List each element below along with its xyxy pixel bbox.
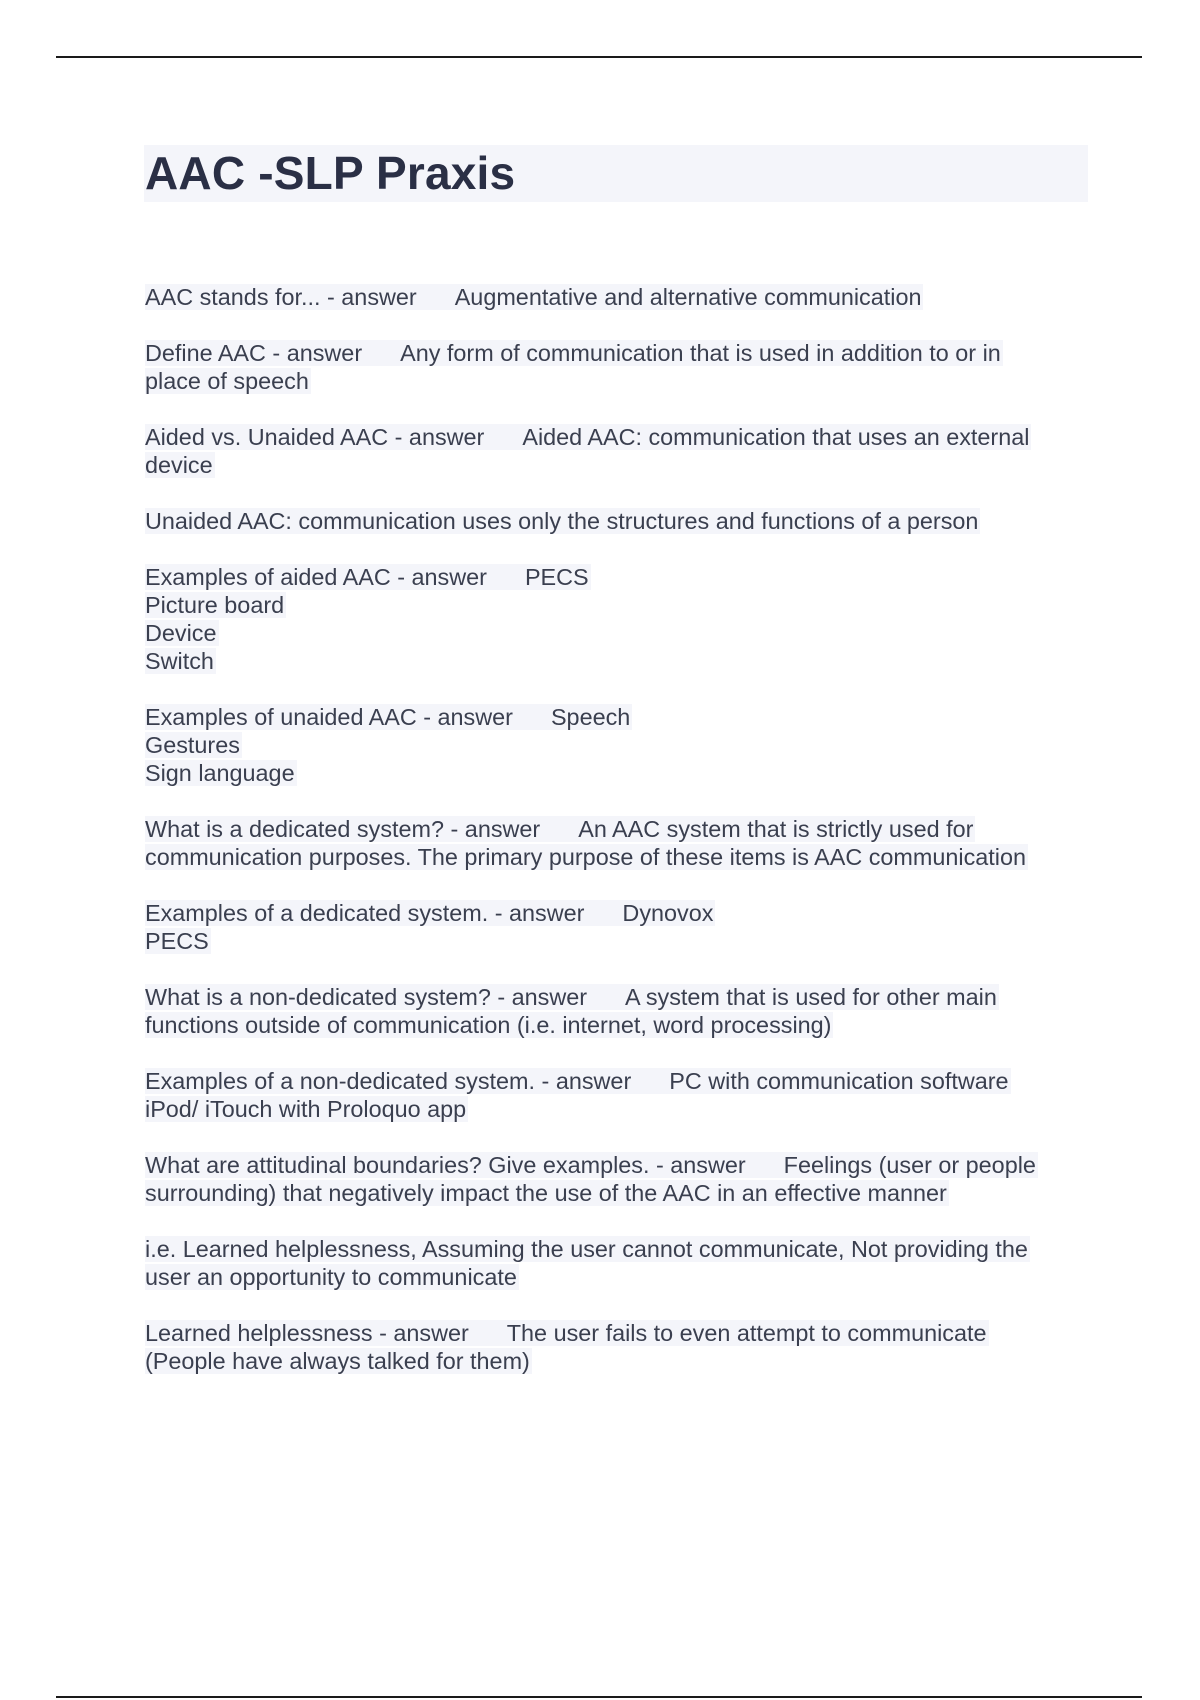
- continuation-text: communication purposes. The primary purpose of these items is AAC communication: [145, 844, 1027, 870]
- flashcard-entry: [145, 1151, 1090, 1207]
- question-text: What is a dedicated system? - answer: [145, 816, 541, 842]
- flashcard-entry: [145, 563, 1090, 675]
- entry-line: [145, 507, 1090, 535]
- question-text: AAC stands for... - answer: [145, 284, 417, 310]
- continuation-text: Sign language: [145, 760, 295, 786]
- continuation-text: i.e. Learned helplessness, Assuming the user cannot communicate, Not providing the: [145, 1236, 1028, 1262]
- continuation-text: Gestures: [145, 732, 240, 758]
- question-text: What are attitudinal boundaries? Give examples. - answer: [145, 1152, 746, 1178]
- continuation-text: iPod/ iTouch with Proloquo app: [145, 1096, 467, 1122]
- question-answer-line: [145, 1068, 1011, 1094]
- flashcard-list: [145, 283, 1090, 1403]
- flashcard-entry: [145, 283, 1090, 311]
- question-answer-line: [145, 1320, 989, 1346]
- entry-line: [145, 283, 1090, 311]
- flashcard-entry: [145, 983, 1090, 1039]
- question-text: Examples of a non-dedicated system. - answer: [145, 1068, 632, 1094]
- entry-line: [145, 703, 1090, 731]
- answer-text: PECS: [524, 564, 589, 590]
- entry-line: [145, 451, 1090, 479]
- continuation-text: user an opportunity to communicate: [145, 1264, 517, 1290]
- question-answer-line: [145, 340, 1003, 366]
- flashcard-entry: [145, 339, 1090, 395]
- entry-line: [145, 843, 1090, 871]
- question-text: Examples of a dedicated system. - answer: [145, 900, 585, 926]
- continuation-text: (People have always talked for them): [145, 1348, 530, 1374]
- question-text: Define AAC - answer: [145, 340, 363, 366]
- flashcard-entry: [145, 423, 1090, 479]
- entry-line: [145, 1011, 1090, 1039]
- flashcard-entry: [145, 1235, 1090, 1291]
- entry-line: [145, 815, 1090, 843]
- question-text: Learned helplessness - answer: [145, 1320, 469, 1346]
- question-answer-line: [145, 564, 591, 590]
- question-text: What is a non-dedicated system? - answer: [145, 984, 588, 1010]
- question-answer-line: [145, 284, 923, 310]
- entry-line: [145, 1179, 1090, 1207]
- page-title: AAC -SLP Praxis: [145, 147, 516, 199]
- answer-text: Augmentative and alternative communication: [454, 284, 922, 310]
- entry-line: [145, 591, 1090, 619]
- answer-text: Dynovox: [622, 900, 714, 926]
- bottom-rule: [56, 1696, 1142, 1698]
- entry-line: [145, 563, 1090, 591]
- question-answer-line: [145, 900, 715, 926]
- entry-line: [145, 619, 1090, 647]
- continuation-text: Device: [145, 620, 217, 646]
- continuation-text: surrounding) that negatively impact the use of the AAC in an effective manner: [145, 1180, 947, 1206]
- question-text: Examples of aided AAC - answer: [145, 564, 487, 590]
- entry-line: [145, 1263, 1090, 1291]
- entry-line: [145, 731, 1090, 759]
- question-answer-line: [145, 424, 1031, 450]
- flashcard-entry: [145, 703, 1090, 787]
- flashcard-entry: [145, 1319, 1090, 1375]
- answer-text: Aided AAC: communication that uses an external: [522, 424, 1030, 450]
- continuation-text: place of speech: [145, 368, 309, 394]
- flashcard-entry: [145, 815, 1090, 871]
- entry-line: [145, 1347, 1090, 1375]
- entry-line: [145, 927, 1090, 955]
- entry-line: [145, 1067, 1090, 1095]
- continuation-text: device: [145, 452, 213, 478]
- question-answer-line: [145, 1152, 1038, 1178]
- answer-text: A system that is used for other main: [625, 984, 997, 1010]
- flashcard-entry: [145, 1067, 1090, 1123]
- question-answer-line: [145, 704, 632, 730]
- entry-line: [145, 647, 1090, 675]
- answer-text: PC with communication software: [669, 1068, 1009, 1094]
- entry-line: [145, 1095, 1090, 1123]
- entry-line: [145, 1151, 1090, 1179]
- continuation-text: functions outside of communication (i.e. internet, word processing): [145, 1012, 832, 1038]
- answer-text: Speech: [550, 704, 631, 730]
- entry-line: [145, 899, 1090, 927]
- entry-line: [145, 339, 1090, 367]
- entry-line: [145, 1235, 1090, 1263]
- entry-line: [145, 423, 1090, 451]
- flashcard-entry: [145, 899, 1090, 955]
- question-text: Examples of unaided AAC - answer: [145, 704, 513, 730]
- continuation-text: Switch: [145, 648, 214, 674]
- entry-line: [145, 367, 1090, 395]
- question-text: Aided vs. Unaided AAC - answer: [145, 424, 485, 450]
- continuation-text: Picture board: [145, 592, 285, 618]
- answer-text: The user fails to even attempt to communicate: [506, 1320, 987, 1346]
- answer-text: Any form of communication that is used in addition to or in: [400, 340, 1001, 366]
- entry-line: [145, 983, 1090, 1011]
- question-answer-line: [145, 816, 975, 842]
- entry-line: [145, 1319, 1090, 1347]
- entry-line: [145, 759, 1090, 787]
- answer-text: An AAC system that is strictly used for: [578, 816, 974, 842]
- answer-text: Feelings (user or people: [783, 1152, 1036, 1178]
- top-rule: [56, 56, 1142, 58]
- continuation-text: PECS: [145, 928, 209, 954]
- question-answer-line: [145, 984, 999, 1010]
- continuation-text: Unaided AAC: communication uses only the structures and functions of a person: [145, 508, 979, 534]
- flashcard-entry: [145, 507, 1090, 535]
